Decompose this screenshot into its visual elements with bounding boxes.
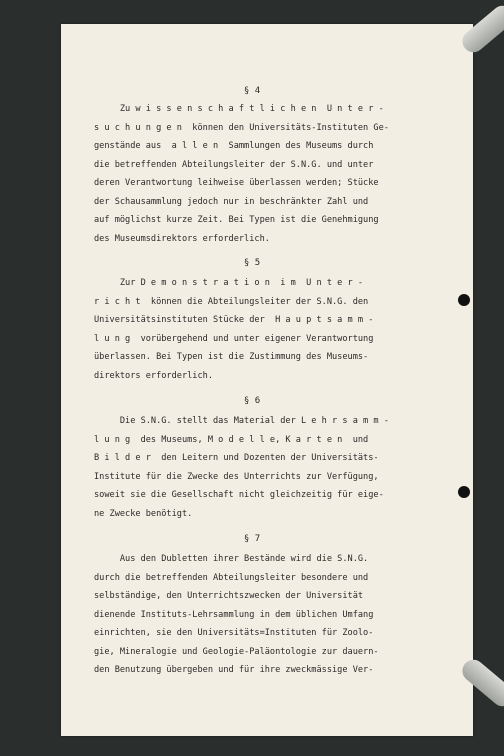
section-heading-5: § 5	[243, 258, 261, 268]
text-line: einrichten, sie den Universitäts=Instituten für Zoolo-	[94, 628, 374, 638]
text-line: Aus den Dubletten ihrer Bestände wird die S.N.G.	[94, 554, 369, 564]
text-line: des Museumsdirektors erforderlich.	[94, 233, 270, 244]
section-heading-4: § 4	[243, 86, 261, 96]
section-heading-7: § 7	[243, 534, 261, 544]
text-line: überlassen. Bei Typen ist die Zustimmung des Museums-	[94, 352, 369, 362]
section-4-body	[94, 100, 434, 248]
text-line: Zu w i s s e n s c h a f t l i c h e n U n t e r -	[94, 104, 384, 114]
text-line: B i l d e r den Leitern und Dozenten der Universitäts-	[94, 453, 379, 463]
text-line: dienende Instituts-Lehrsammlung in dem üblichen Umfang	[94, 609, 374, 620]
punch-hole-upper	[458, 294, 470, 306]
text-line: r i c h t können die Abteilungsleiter der S.N.G. den	[94, 296, 369, 307]
text-line: Institute für die Zwecke des Unterrichts zur Verfügung,	[94, 471, 379, 482]
text-line: den Benutzung übergeben und für ihre zweckmässige Ver-	[94, 665, 374, 675]
text-line: direktors erforderlich.	[94, 370, 213, 381]
text-line: die betreffenden Abteilungsleiter der S.N.G. und unter	[94, 159, 374, 170]
text-line: Zur D e m o n s t r a t i o n i m U n t e r -	[94, 278, 364, 288]
text-line: soweit sie die Gesellschaft nicht gleichzeitig für eige-	[94, 490, 384, 500]
text-line: s u c h u n g e n können den Universitäts-Instituten Ge-	[94, 122, 389, 133]
section-7-body	[94, 550, 434, 680]
text-line: der Schausammlung jedoch nur in beschränkter Zahl und	[94, 196, 369, 207]
section-heading-6: § 6	[243, 396, 261, 406]
text-line: selbständige, den Unterrichtszwecken der Universität	[94, 591, 364, 601]
text-line: deren Verantwortung leihweise überlassen werden; Stücke	[94, 178, 379, 188]
text-line: ne Zwecke benötigt.	[94, 508, 193, 519]
text-line: Universitätsinstituten Stücke der H a u p t s a m m -	[94, 315, 374, 325]
text-line: l u n g vorübergehend und unter eigener Verantwortung	[94, 333, 374, 344]
section-5-body	[94, 274, 434, 385]
text-line: auf möglichst kurze Zeit. Bei Typen ist die Genehmigung	[94, 215, 379, 225]
punch-hole-lower	[458, 486, 470, 498]
section-6-body	[94, 412, 434, 523]
text-line: genstände aus a l l e n Sammlungen des Museums durch	[94, 141, 374, 151]
text-line: l u n g des Museums, M o d e l l e, K a r t e n und	[94, 434, 369, 445]
text-line: durch die betreffenden Abteilungsleiter besondere und	[94, 572, 369, 583]
text-line: gie, Mineralogie und Geologie-Paläontologie zur dauern-	[94, 646, 379, 657]
text-line: Die S.N.G. stellt das Material der L e h r s a m m -	[94, 416, 389, 426]
